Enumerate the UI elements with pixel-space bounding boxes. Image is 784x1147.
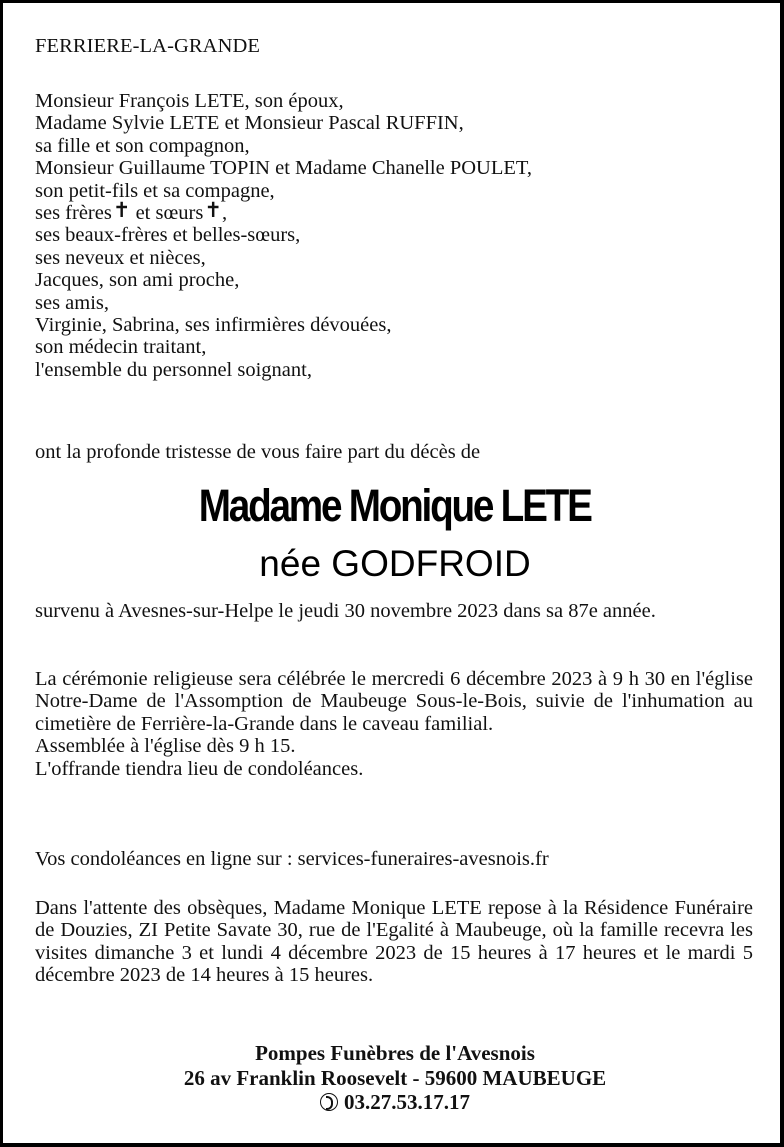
family-line: sa fille et son compagnon, xyxy=(35,134,250,157)
family-line: Madame Sylvie LETE et Monsieur Pascal RUFFIN, xyxy=(35,112,464,135)
family-line-siblings xyxy=(35,197,532,224)
family-line: ses neveux et nièces, xyxy=(35,246,206,269)
family-line: Monsieur François LETE, son époux, xyxy=(35,90,344,112)
family-line: ses amis, xyxy=(35,291,110,314)
phone-icon xyxy=(320,1093,338,1111)
offering-text: L'offrande tiendra lieu de condoléances. xyxy=(35,757,364,780)
family-list xyxy=(35,90,532,381)
funeral-home-block xyxy=(3,1041,784,1115)
maiden-name: née GODFROID xyxy=(259,543,531,584)
family-line: Virginie, Sabrina, ses infirmières dévouées, xyxy=(35,313,392,336)
family-line: Jacques, son ami proche, xyxy=(35,269,240,292)
siblings-punctuation: , xyxy=(221,201,228,224)
family-line: son médecin traitant, xyxy=(35,336,207,359)
deceased-name: Madame Monique LETE xyxy=(198,480,591,531)
ceremony-details xyxy=(35,668,753,780)
funeral-home-phone: 03.27.53.17.17 xyxy=(344,1090,470,1114)
town-heading: FERRIERE-LA-GRANDE xyxy=(35,35,261,57)
family-line: l'ensemble du personnel soignant, xyxy=(35,358,312,381)
funeral-home-phone-line xyxy=(3,1090,784,1115)
assembly-text: Assemblée à l'église dès 9 h 15. xyxy=(35,735,296,758)
funeral-home-name: Pompes Funèbres de l'Avesnois xyxy=(255,1041,535,1065)
funeral-home-address: 26 av Franklin Roosevelt - 59600 MAUBEUGE xyxy=(183,1065,607,1090)
online-condolences: Vos condoléances en ligne sur : services-funeraires-avesnois.fr xyxy=(35,848,549,870)
family-line: ses beaux-frères et belles-sœurs, xyxy=(35,224,301,247)
siblings-brothers-text: ses frères xyxy=(35,201,112,224)
death-details: survenu à Avesnes-sur-Helpe le jeudi 30 novembre 2023 dans sa 87e année. xyxy=(35,600,656,622)
cross-icon: ✝ xyxy=(112,197,131,222)
viewing-details: Dans l'attente des obsèques, Madame Monique LETE repose à la Résidence Funéraire de Douzies, ZI Petite Savate 30, rue de l'Egalité à Maubeuge, où la famille recevra les visites dimanche 3 et lundi 4 décembre 2023 de 15 heures à 17 heures et le mardi 5 décembre 2023 de 14 heures à 15 heures. xyxy=(35,897,753,987)
ceremony-text: La cérémonie religieuse sera célébrée le mercredi 6 décembre 2023 à 9 h 30 en l'église Notre-Dame de l'Assomption de Maubeuge Sous-le-Bois, suivie de l'inhumation au cimetière de Ferrière-la-Grande dans le caveau familial. xyxy=(35,668,753,735)
family-line: son petit-fils et sa compagne, xyxy=(35,179,275,202)
siblings-sisters-text: et sœurs xyxy=(130,201,204,224)
announcement-intro: ont la profonde tristesse de vous faire part du décès de xyxy=(35,441,481,463)
cross-icon: ✝ xyxy=(204,197,222,222)
family-line: Monsieur Guillaume TOPIN et Madame Chanelle POULET, xyxy=(35,157,533,180)
